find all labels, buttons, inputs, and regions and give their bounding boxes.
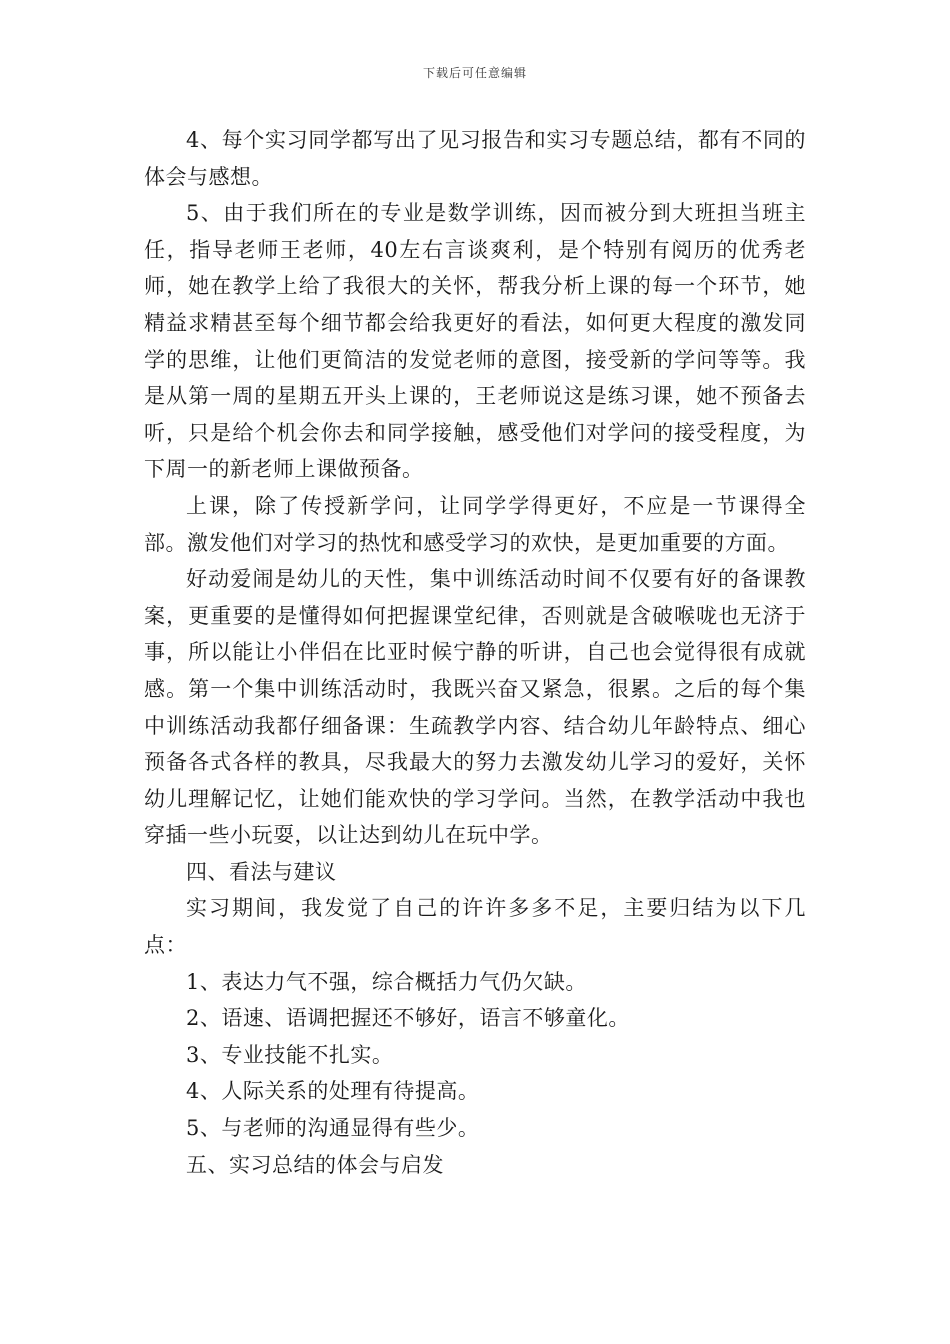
list-item-shortcoming-5: 5、与老师的沟通显得有些少。 bbox=[186, 1116, 480, 1141]
list-item-shortcoming-1: 1、表达力气不强，综合概括力气仍欠缺。 bbox=[186, 969, 587, 994]
paragraph-lesson-purpose: 上课，除了传授新学问，让同学学得更好，不应是一节课得全部。激发他们对学习的热忱和感受学习的欢快，是更加重要的方面。 bbox=[144, 493, 806, 555]
section-heading-suggestions: 四、看法与建议 bbox=[186, 859, 337, 884]
section-heading-reflections: 五、实习总结的体会与启发 bbox=[186, 1152, 444, 1177]
header-note: 下载后可任意编辑 bbox=[422, 66, 527, 80]
list-item-shortcoming-2: 2、语速、语调把握还不够好，语言不够童化。 bbox=[186, 1006, 630, 1031]
paragraph-classroom-discipline: 好动爱闹是幼儿的天性，集中训练活动时间不仅要有好的备课教案，更重要的是懂得如何把握课堂纪律，否则就是含破喉咙也无济于事，所以能让小伴侣在比亚时候宁静的听讲，自己也会觉得很有成就感。第一个集中训练活动时，我既兴奋又紧急，很累。之后的每个集中训练活动我都仔细备课：生疏教学内容、结合幼儿年龄特点、细心预备各式各样的教具，尽我最大的努力去激发幼儿学习的爱好，关怀幼儿理解记忆，让她们能欢快的学习学问。当然，在教学活动中我也穿插一些小玩耍，以让达到幼儿在玩中学。 bbox=[144, 567, 806, 848]
paragraph-report-summary: 4、每个实习同学都写出了见习报告和实习专题总结，都有不同的体会与感想。 bbox=[144, 128, 806, 189]
list-item-shortcoming-3: 3、专业技能不扎实。 bbox=[186, 1042, 394, 1067]
paragraph-class-teacher: 5、由于我们所在的专业是数学训练，因而被分到大班担当班主任，指导老师王老师，40左右言谈爽利，是个特别有阅历的优秀老师，她在教学上给了我很大的关怀，帮我分析上课的每一个环节，她精益求精甚至每个细节都会给我更好的看法，如何更大程度的激发同学的思维，让他们更简洁的发觉老师的意图，接受新的学问等等。我是从第一周的星期五开头上课的，王老师说这是练习课，她不预备去听，只是给个机会你去和同学接触，感受他们对学问的接受程度，为下周一的新老师上课做预备。 bbox=[144, 201, 806, 482]
paragraph-shortcomings-intro: 实习期间，我发觉了自己的许许多多不足，主要归结为以下几点： bbox=[144, 896, 806, 958]
list-item-shortcoming-4: 4、人际关系的处理有待提高。 bbox=[186, 1079, 480, 1104]
document-body bbox=[144, 122, 806, 1183]
